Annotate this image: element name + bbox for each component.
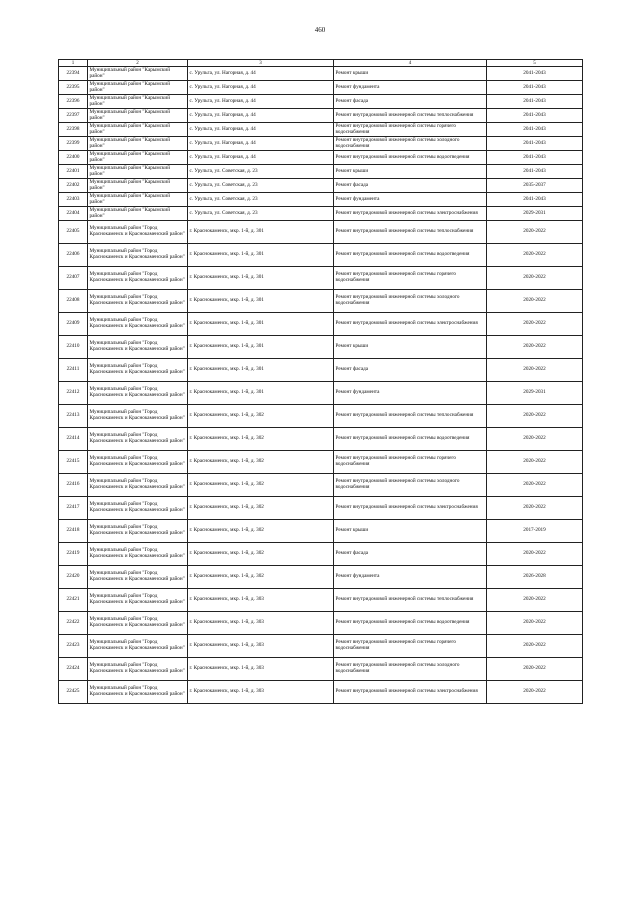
work-type-cell: Ремонт фундамента xyxy=(334,566,487,589)
table-row xyxy=(59,681,583,704)
table-row xyxy=(59,382,583,405)
work-type-cell: Ремонт внутридомовой инженерной системы горячего водоснабжения xyxy=(334,123,487,137)
address-cell: с. Урульга, ул. Нагорная, д. 44 xyxy=(188,81,334,95)
district-cell: Муниципальный район "Карымский район" xyxy=(88,151,188,165)
row-number-cell: 22407 xyxy=(59,267,88,290)
period-cell: 2020-2022 xyxy=(487,451,583,474)
page-number: 460 xyxy=(314,26,326,34)
period-cell: 2020-2022 xyxy=(487,359,583,382)
address-cell: с. Урульга, ул. Нагорная, д. 44 xyxy=(188,67,334,81)
row-number-cell: 22401 xyxy=(59,165,88,179)
row-number-cell: 22402 xyxy=(59,179,88,193)
address-cell: г. Краснокаменск, мкр. 1-й, д. 301 xyxy=(188,290,334,313)
work-type-cell: Ремонт внутридомовой инженерной системы электроснабжения xyxy=(334,497,487,520)
row-number-cell: 22409 xyxy=(59,313,88,336)
period-cell: 2041-2043 xyxy=(487,193,583,207)
address-cell: с. Урульга, ул. Советская, д. 23 xyxy=(188,179,334,193)
work-type-cell: Ремонт внутридомовой инженерной системы электроснабжения xyxy=(334,207,487,221)
work-type-cell: Ремонт внутридомовой инженерной системы холодного водоснабжения xyxy=(334,137,487,151)
district-cell: Муниципальный район "Карымский район" xyxy=(88,137,188,151)
row-number-cell: 22403 xyxy=(59,193,88,207)
period-cell: 2041-2043 xyxy=(487,81,583,95)
work-type-cell: Ремонт внутридомовой инженерной системы теплоснабжения xyxy=(334,221,487,244)
district-cell: Муниципальный район "Город Краснокаменск и Краснокаменский район" xyxy=(88,428,188,451)
column-header: 4 xyxy=(334,60,487,67)
work-type-cell: Ремонт внутридомовой инженерной системы теплоснабжения xyxy=(334,405,487,428)
district-cell: Муниципальный район "Город Краснокаменск и Краснокаменский район" xyxy=(88,635,188,658)
district-cell: Муниципальный район "Карымский район" xyxy=(88,109,188,123)
row-number-cell: 22397 xyxy=(59,109,88,123)
table-row xyxy=(59,589,583,612)
period-cell: 2020-2022 xyxy=(487,681,583,704)
period-cell: 2041-2043 xyxy=(487,137,583,151)
period-cell: 2020-2022 xyxy=(487,658,583,681)
work-type-cell: Ремонт внутридомовой инженерной системы электроснабжения xyxy=(334,681,487,704)
district-cell: Муниципальный район "Карымский район" xyxy=(88,193,188,207)
period-cell: 2020-2022 xyxy=(487,221,583,244)
address-cell: г. Краснокаменск, мкр. 1-й, д. 302 xyxy=(188,451,334,474)
address-cell: с. Урульга, ул. Нагорная, д. 44 xyxy=(188,123,334,137)
table-row xyxy=(59,244,583,267)
table-row xyxy=(59,336,583,359)
period-cell: 2041-2043 xyxy=(487,165,583,179)
table-row xyxy=(59,451,583,474)
table-row xyxy=(59,95,583,109)
work-type-cell: Ремонт фасада xyxy=(334,179,487,193)
column-header: 2 xyxy=(88,60,188,67)
table-row xyxy=(59,151,583,165)
work-type-cell: Ремонт внутридомовой инженерной системы водоотведения xyxy=(334,428,487,451)
district-cell: Муниципальный район "Карымский район" xyxy=(88,95,188,109)
table-row xyxy=(59,635,583,658)
address-cell: г. Краснокаменск, мкр. 1-й, д. 302 xyxy=(188,520,334,543)
district-cell: Муниципальный район "Карымский район" xyxy=(88,81,188,95)
district-cell: Муниципальный район "Карымский район" xyxy=(88,207,188,221)
work-type-cell: Ремонт крыши xyxy=(334,336,487,359)
address-cell: с. Урульга, ул. Советская, д. 23 xyxy=(188,165,334,179)
district-cell: Муниципальный район "Город Краснокаменск и Краснокаменский район" xyxy=(88,681,188,704)
table-row xyxy=(59,543,583,566)
work-type-cell: Ремонт внутридомовой инженерной системы водоотведения xyxy=(334,244,487,267)
work-type-cell: Ремонт внутридомовой инженерной системы водоотведения xyxy=(334,151,487,165)
address-cell: г. Краснокаменск, мкр. 1-й, д. 301 xyxy=(188,359,334,382)
district-cell: Муниципальный район "Город Краснокаменск и Краснокаменский район" xyxy=(88,497,188,520)
row-number-cell: 22418 xyxy=(59,520,88,543)
address-cell: г. Краснокаменск, мкр. 1-й, д. 302 xyxy=(188,405,334,428)
row-number-cell: 22414 xyxy=(59,428,88,451)
work-type-cell: Ремонт внутридомовой инженерной системы горячего водоснабжения xyxy=(334,451,487,474)
row-number-cell: 22421 xyxy=(59,589,88,612)
district-cell: Муниципальный район "Карымский район" xyxy=(88,67,188,81)
work-type-cell: Ремонт фундамента xyxy=(334,382,487,405)
work-type-cell: Ремонт фундамента xyxy=(334,193,487,207)
table-row xyxy=(59,81,583,95)
address-cell: г. Краснокаменск, мкр. 1-й, д. 301 xyxy=(188,382,334,405)
period-cell: 2041-2043 xyxy=(487,95,583,109)
address-cell: г. Краснокаменск, мкр. 1-й, д. 302 xyxy=(188,428,334,451)
row-number-cell: 22425 xyxy=(59,681,88,704)
address-cell: г. Краснокаменск, мкр. 1-й, д. 302 xyxy=(188,543,334,566)
district-cell: Муниципальный район "Город Краснокаменск и Краснокаменский район" xyxy=(88,359,188,382)
work-type-cell: Ремонт крыши xyxy=(334,165,487,179)
row-number-cell: 22400 xyxy=(59,151,88,165)
period-cell: 2020-2022 xyxy=(487,405,583,428)
table-header-row xyxy=(59,60,583,67)
registry-table xyxy=(58,59,583,704)
table-row xyxy=(59,267,583,290)
work-type-cell: Ремонт внутридомовой инженерной системы горячего водоснабжения xyxy=(334,267,487,290)
row-number-cell: 22420 xyxy=(59,566,88,589)
address-cell: с. Урульга, ул. Советская, д. 23 xyxy=(188,207,334,221)
address-cell: г. Краснокаменск, мкр. 1-й, д. 301 xyxy=(188,336,334,359)
district-cell: Муниципальный район "Карымский район" xyxy=(88,179,188,193)
work-type-cell: Ремонт фасада xyxy=(334,543,487,566)
address-cell: г. Краснокаменск, мкр. 1-й, д. 301 xyxy=(188,267,334,290)
address-cell: с. Урульга, ул. Нагорная, д. 44 xyxy=(188,109,334,123)
period-cell: 2020-2022 xyxy=(487,635,583,658)
district-cell: Муниципальный район "Город Краснокаменск и Краснокаменский район" xyxy=(88,520,188,543)
address-cell: г. Краснокаменск, мкр. 1-й, д. 301 xyxy=(188,313,334,336)
row-number-cell: 22412 xyxy=(59,382,88,405)
table-row xyxy=(59,123,583,137)
district-cell: Муниципальный район "Город Краснокаменск и Краснокаменский район" xyxy=(88,221,188,244)
district-cell: Муниципальный район "Город Краснокаменск и Краснокаменский район" xyxy=(88,474,188,497)
table-row xyxy=(59,474,583,497)
row-number-cell: 22396 xyxy=(59,95,88,109)
row-number-cell: 22417 xyxy=(59,497,88,520)
table-row xyxy=(59,179,583,193)
work-type-cell: Ремонт внутридомовой инженерной системы холодного водоснабжения xyxy=(334,474,487,497)
address-cell: г. Краснокаменск, мкр. 1-й, д. 302 xyxy=(188,474,334,497)
row-number-cell: 22406 xyxy=(59,244,88,267)
period-cell: 2020-2022 xyxy=(487,474,583,497)
table-row xyxy=(59,497,583,520)
address-cell: г. Краснокаменск, мкр. 1-й, д. 302 xyxy=(188,566,334,589)
district-cell: Муниципальный район "Город Краснокаменск и Краснокаменский район" xyxy=(88,244,188,267)
district-cell: Муниципальный район "Город Краснокаменск и Краснокаменский район" xyxy=(88,405,188,428)
table-row xyxy=(59,405,583,428)
row-number-cell: 22410 xyxy=(59,336,88,359)
table-row xyxy=(59,658,583,681)
table-row xyxy=(59,566,583,589)
work-type-cell: Ремонт внутридомовой инженерной системы электроснабжения xyxy=(334,313,487,336)
address-cell: г. Краснокаменск, мкр. 1-й, д. 303 xyxy=(188,658,334,681)
period-cell: 2020-2022 xyxy=(487,543,583,566)
district-cell: Муниципальный район "Карымский район" xyxy=(88,165,188,179)
district-cell: Муниципальный район "Город Краснокаменск и Краснокаменский район" xyxy=(88,336,188,359)
row-number-cell: 22405 xyxy=(59,221,88,244)
address-cell: г. Краснокаменск, мкр. 1-й, д. 303 xyxy=(188,635,334,658)
row-number-cell: 22423 xyxy=(59,635,88,658)
district-cell: Муниципальный район "Город Краснокаменск и Краснокаменский район" xyxy=(88,566,188,589)
row-number-cell: 22422 xyxy=(59,612,88,635)
period-cell: 2029-2031 xyxy=(487,207,583,221)
row-number-cell: 22398 xyxy=(59,123,88,137)
work-type-cell: Ремонт внутридомовой инженерной системы теплоснабжения xyxy=(334,109,487,123)
row-number-cell: 22399 xyxy=(59,137,88,151)
table-row xyxy=(59,520,583,543)
period-cell: 2041-2043 xyxy=(487,109,583,123)
row-number-cell: 22404 xyxy=(59,207,88,221)
period-cell: 2035-2037 xyxy=(487,179,583,193)
district-cell: Муниципальный район "Город Краснокаменск и Краснокаменский район" xyxy=(88,313,188,336)
period-cell: 2020-2022 xyxy=(487,267,583,290)
address-cell: г. Краснокаменск, мкр. 1-й, д. 301 xyxy=(188,244,334,267)
district-cell: Муниципальный район "Город Краснокаменск и Краснокаменский район" xyxy=(88,543,188,566)
work-type-cell: Ремонт внутридомовой инженерной системы холодного водоснабжения xyxy=(334,290,487,313)
address-cell: г. Краснокаменск, мкр. 1-й, д. 302 xyxy=(188,497,334,520)
address-cell: с. Урульга, ул. Нагорная, д. 44 xyxy=(188,151,334,165)
work-type-cell: Ремонт внутридомовой инженерной системы холодного водоснабжения xyxy=(334,658,487,681)
period-cell: 2020-2022 xyxy=(487,497,583,520)
period-cell: 2020-2022 xyxy=(487,612,583,635)
period-cell: 2041-2043 xyxy=(487,123,583,137)
period-cell: 2020-2022 xyxy=(487,589,583,612)
district-cell: Муниципальный район "Город Краснокаменск и Краснокаменский район" xyxy=(88,612,188,635)
table-row xyxy=(59,67,583,81)
address-cell: с. Урульга, ул. Нагорная, д. 44 xyxy=(188,137,334,151)
district-cell: Муниципальный район "Город Краснокаменск и Краснокаменский район" xyxy=(88,290,188,313)
period-cell: 2026-2028 xyxy=(487,566,583,589)
period-cell: 2041-2043 xyxy=(487,151,583,165)
column-header: 1 xyxy=(59,60,88,67)
row-number-cell: 22416 xyxy=(59,474,88,497)
row-number-cell: 22419 xyxy=(59,543,88,566)
address-cell: г. Краснокаменск, мкр. 1-й, д. 303 xyxy=(188,589,334,612)
row-number-cell: 22411 xyxy=(59,359,88,382)
row-number-cell: 22395 xyxy=(59,81,88,95)
work-type-cell: Ремонт фундамента xyxy=(334,81,487,95)
address-cell: г. Краснокаменск, мкр. 1-й, д. 303 xyxy=(188,612,334,635)
table-row xyxy=(59,207,583,221)
address-cell: с. Урульга, ул. Советская, д. 23 xyxy=(188,193,334,207)
work-type-cell: Ремонт фасада xyxy=(334,95,487,109)
column-header: 3 xyxy=(188,60,334,67)
table-row xyxy=(59,612,583,635)
period-cell: 2017-2019 xyxy=(487,520,583,543)
period-cell: 2029-2031 xyxy=(487,382,583,405)
column-header: 5 xyxy=(487,60,583,67)
row-number-cell: 22413 xyxy=(59,405,88,428)
period-cell: 2041-2043 xyxy=(487,67,583,81)
period-cell: 2020-2022 xyxy=(487,428,583,451)
work-type-cell: Ремонт внутридомовой инженерной системы горячего водоснабжения xyxy=(334,635,487,658)
period-cell: 2020-2022 xyxy=(487,244,583,267)
work-type-cell: Ремонт внутридомовой инженерной системы водоотведения xyxy=(334,612,487,635)
row-number-cell: 22424 xyxy=(59,658,88,681)
address-cell: с. Урульга, ул. Нагорная, д. 44 xyxy=(188,95,334,109)
table-row xyxy=(59,221,583,244)
district-cell: Муниципальный район "Город Краснокаменск и Краснокаменский район" xyxy=(88,451,188,474)
table-row xyxy=(59,359,583,382)
address-cell: г. Краснокаменск, мкр. 1-й, д. 301 xyxy=(188,221,334,244)
work-type-cell: Ремонт внутридомовой инженерной системы теплоснабжения xyxy=(334,589,487,612)
district-cell: Муниципальный район "Город Краснокаменск и Краснокаменский район" xyxy=(88,382,188,405)
district-cell: Муниципальный район "Город Краснокаменск и Краснокаменский район" xyxy=(88,658,188,681)
row-number-cell: 22415 xyxy=(59,451,88,474)
district-cell: Муниципальный район "Город Краснокаменск и Краснокаменский район" xyxy=(88,267,188,290)
table-row xyxy=(59,193,583,207)
table-row xyxy=(59,290,583,313)
work-type-cell: Ремонт крыши xyxy=(334,67,487,81)
table-row xyxy=(59,428,583,451)
work-type-cell: Ремонт фасада xyxy=(334,359,487,382)
row-number-cell: 22408 xyxy=(59,290,88,313)
period-cell: 2020-2022 xyxy=(487,313,583,336)
table-row xyxy=(59,137,583,151)
table-row xyxy=(59,165,583,179)
work-type-cell: Ремонт крыши xyxy=(334,520,487,543)
period-cell: 2020-2022 xyxy=(487,336,583,359)
table-row xyxy=(59,109,583,123)
registry-table-body xyxy=(59,60,583,704)
period-cell: 2020-2022 xyxy=(487,290,583,313)
address-cell: г. Краснокаменск, мкр. 1-й, д. 303 xyxy=(188,681,334,704)
table-row xyxy=(59,313,583,336)
district-cell: Муниципальный район "Карымский район" xyxy=(88,123,188,137)
district-cell: Муниципальный район "Город Краснокаменск и Краснокаменский район" xyxy=(88,589,188,612)
row-number-cell: 22394 xyxy=(59,67,88,81)
